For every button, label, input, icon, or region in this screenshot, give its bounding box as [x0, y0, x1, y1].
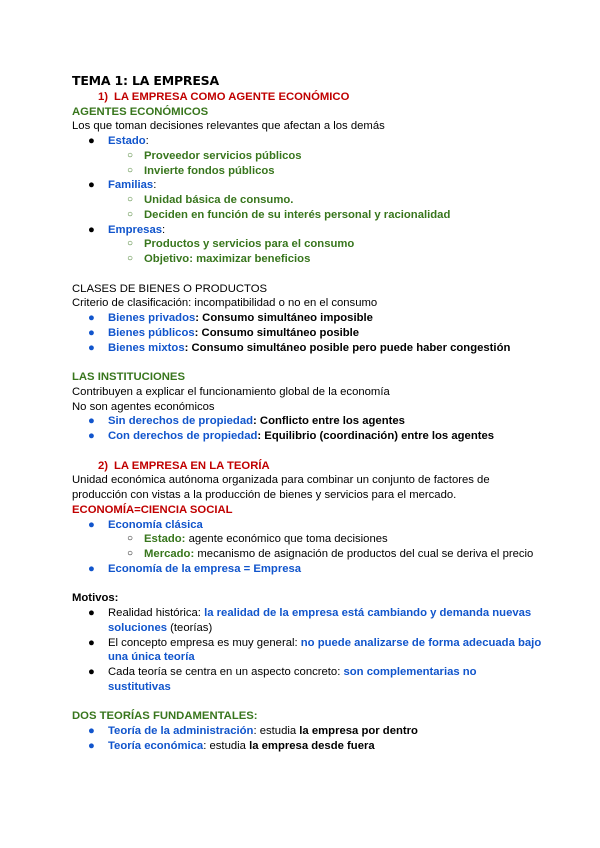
bullet-icon: ● [88, 135, 95, 147]
list-item: ● Bienes privados: Consumo simultáneo imposible [88, 312, 373, 324]
bullet-icon: ● [88, 326, 95, 339]
list-item: ● Bienes mixtos: Consumo simultáneo posible pero puede haber congestión [88, 341, 511, 354]
dos-teorias-heading: DOS TEORÍAS FUNDAMENTALES: [72, 710, 258, 723]
bullet-icon: ● [88, 430, 95, 442]
section-2-number: 2) [97, 459, 108, 472]
list-item: ● Economía de la empresa = Empresa [88, 562, 302, 575]
list-item: ● Bienes públicos: Consumo simultáneo posible [88, 326, 360, 339]
bullet-icon: ● [88, 518, 95, 531]
bullet-icon: ● [88, 179, 95, 192]
hollow-bullet-icon: ○ [127, 149, 134, 161]
motivos-heading: Motivos: [72, 592, 119, 605]
hollow-bullet-icon: ○ [127, 238, 134, 250]
bullet-icon: ● [88, 636, 95, 649]
list-item: ● Economía clásica [88, 518, 203, 531]
list-item: ● Sin derechos de propiedad: Conflicto entre los agentes [88, 415, 405, 428]
clases-heading: CLASES DE BIENES O PRODUCTOS [72, 282, 268, 295]
hollow-bullet-icon: ○ [127, 533, 134, 545]
clases-description: Criterio de clasificación: incompatibilidad o no en el consumo [72, 297, 378, 310]
list-item: ● Cada teoría se centra en un aspecto concreto: son complementarias no sustitutivas [88, 666, 477, 693]
agent-label: Estado [108, 135, 146, 147]
bullet-icon: ● [88, 415, 95, 428]
hollow-bullet-icon: ○ [127, 194, 134, 205]
bullet-icon: ● [88, 666, 95, 678]
agent-label: Familias [108, 179, 154, 192]
hollow-bullet-icon: ○ [127, 164, 134, 176]
hollow-bullet-icon: ○ [127, 208, 134, 220]
section-2-heading [72, 459, 542, 474]
bullet-icon: ● [88, 312, 95, 324]
list-item: ● Teoría económica: estudia la empresa desde fuera [88, 739, 375, 752]
economia-heading: ECONOMÍA=CIENCIA SOCIAL [72, 503, 233, 516]
section-1-text: LA EMPRESA COMO AGENTE ECONÓMICO [114, 90, 350, 103]
document-page [72, 74, 542, 754]
agentes-heading: AGENTES ECONÓMICOS [72, 105, 209, 118]
instituciones-description-1: Contribuyen a explicar el funcionamiento global de la economía [72, 385, 390, 398]
bullet-icon: ● [88, 725, 95, 737]
page-title: TEMA 1: LA EMPRESA [72, 73, 219, 88]
list-item: ● Familias: [88, 179, 157, 192]
sub-list-item: ○ Mercado: mecanismo de asignación de productos del cual se deriva el precio [127, 548, 534, 560]
list-item: ● Teoría de la administración: estudia la empresa por dentro [88, 725, 418, 737]
list-item: ● Estado: [88, 135, 149, 147]
sub-list-item: ○ Deciden en función de su interés personal y racionalidad [127, 208, 451, 221]
bullet-icon: ● [88, 341, 95, 354]
section-1-number: 1) [97, 90, 108, 103]
section-2-text: LA EMPRESA EN LA TEORÍA [114, 459, 270, 472]
list-item: ● Con derechos de propiedad: Equilibrio (coordinación) entre los agentes [88, 430, 495, 442]
list-item: ● Realidad histórica: la realidad de la empresa está cambiando y demanda nuevas soluciones (teorías) [88, 607, 532, 634]
hollow-bullet-icon: ○ [127, 548, 134, 559]
hollow-bullet-icon: ○ [127, 253, 134, 264]
list-item: ● El concepto empresa es muy general: no puede analizarse de forma adecuada bajo una única teoría [88, 636, 542, 664]
sub-list-item: ○ Unidad básica de consumo. [127, 194, 294, 206]
agentes-description: Los que toman decisiones relevantes que afectan a los demás [72, 120, 385, 133]
list-item: ● Empresas: [88, 223, 166, 236]
agent-label: Empresas [108, 223, 163, 236]
bullet-icon: ● [88, 607, 95, 619]
instituciones-description-2: No son agentes económicos [72, 400, 215, 413]
instituciones-heading: LAS INSTITUCIONES [72, 371, 185, 383]
bullet-icon: ● [88, 739, 95, 752]
sub-list-item: ○ Invierte fondos públicos [127, 164, 275, 177]
bullet-icon: ● [88, 562, 95, 575]
section-1-heading [72, 90, 542, 105]
section-2-description-1: Unidad económica autónoma organizada para combinar un conjunto de factores de [72, 474, 490, 487]
sub-list-item: ○ Proveedor servicios públicos [127, 149, 302, 162]
sub-list-item: ○ Objetivo: maximizar beneficios [127, 253, 311, 265]
sub-list-item: ○ Estado: agente económico que toma decisiones [127, 533, 388, 546]
sub-list-item: ○ Productos y servicios para el consumo [127, 238, 355, 251]
bullet-icon: ● [88, 223, 95, 236]
section-2-description-2: producción con vistas a la producción de bienes y servicios para el mercado. [72, 489, 457, 501]
